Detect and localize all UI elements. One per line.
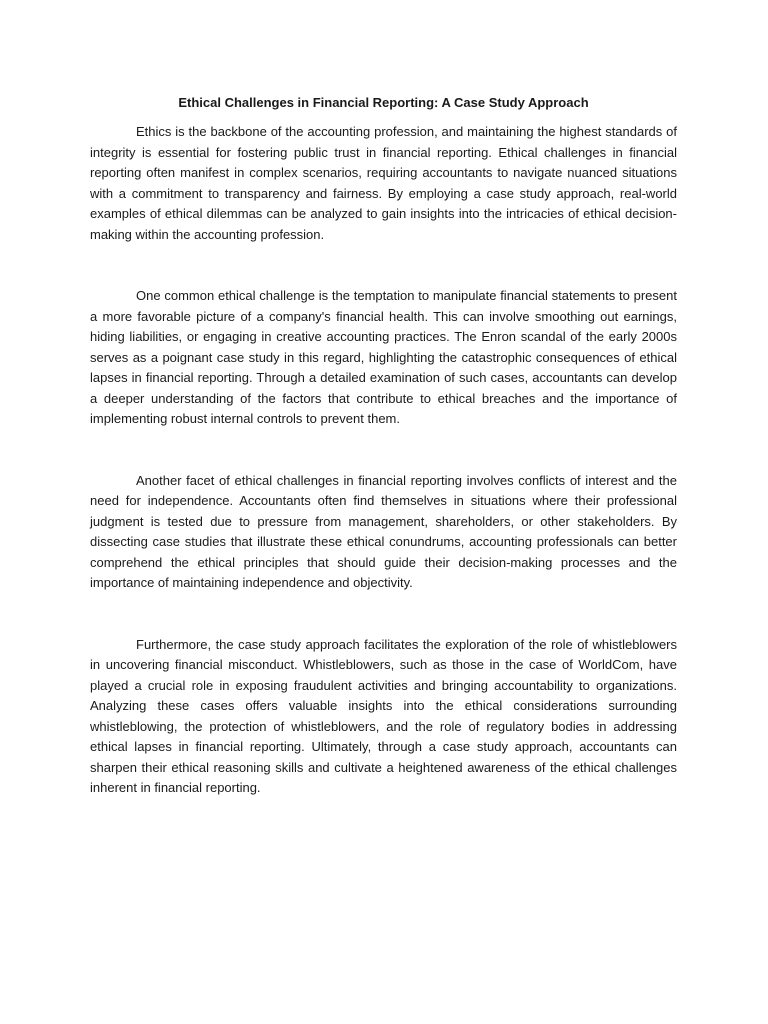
paragraph-whistleblowers: Furthermore, the case study approach facilitates the exploration of the role of whistleblowers in uncovering financial misconduct. Whistleblowers, such as those in the case of WorldCom, have played a crucial role in exposing fraudulent activities and bringing accountability to organizations. Analyzing these cases offers valuable insights into the ethical considerations surrounding whistleblowing, the protection of whistleblowers, and the role of regulatory bodies in addressing ethical lapses in financial reporting. Ultimately, through a case study approach, accountants can sharpen their ethical reasoning skills and cultivate a heightened awareness of the ethical challenges inherent in financial reporting. [90, 636, 677, 795]
paragraph-independence: Another facet of ethical challenges in financial reporting involves conflicts of interest and the need for independence. Accountants often find themselves in situations where their professional judgment is tested due to pressure from management, shareholders, or other stakeholders. By dissecting case studies that illustrate these ethical conundrums, accounting professionals can better comprehend the ethical principles that should guide their decision-making processes and the importance of maintaining independence and objectivity. [90, 472, 677, 590]
paragraph-manipulation: One common ethical challenge is the temptation to manipulate financial statements to present a more favorable picture of a company's financial health. This can involve smoothing out earnings, hiding liabilities, or engaging in creative accounting practices. The Enron scandal of the early 2000s serves as a poignant case study in this regard, highlighting the catastrophic consequences of ethical lapses in financial reporting. Through a detailed examination of such cases, accountants can develop a deeper understanding of the factors that contribute to ethical breaches and the importance of implementing robust internal controls to prevent them. [90, 288, 677, 426]
document-page [90, 93, 677, 799]
paragraph-intro: Ethics is the backbone of the accounting profession, and maintaining the highest standards of integrity is essential for fostering public trust in financial reporting. Ethical challenges in financial reporting often manifest in complex scenarios, requiring accountants to navigate nuanced situations with a commitment to transparency and fairness. By employing a case study approach, real-world examples of ethical dilemmas can be analyzed to gain insights into the intricacies of ethical decision-making within the accounting profession. [90, 124, 677, 242]
document-title: Ethical Challenges in Financial Reporting: A Case Study Approach [178, 95, 589, 110]
